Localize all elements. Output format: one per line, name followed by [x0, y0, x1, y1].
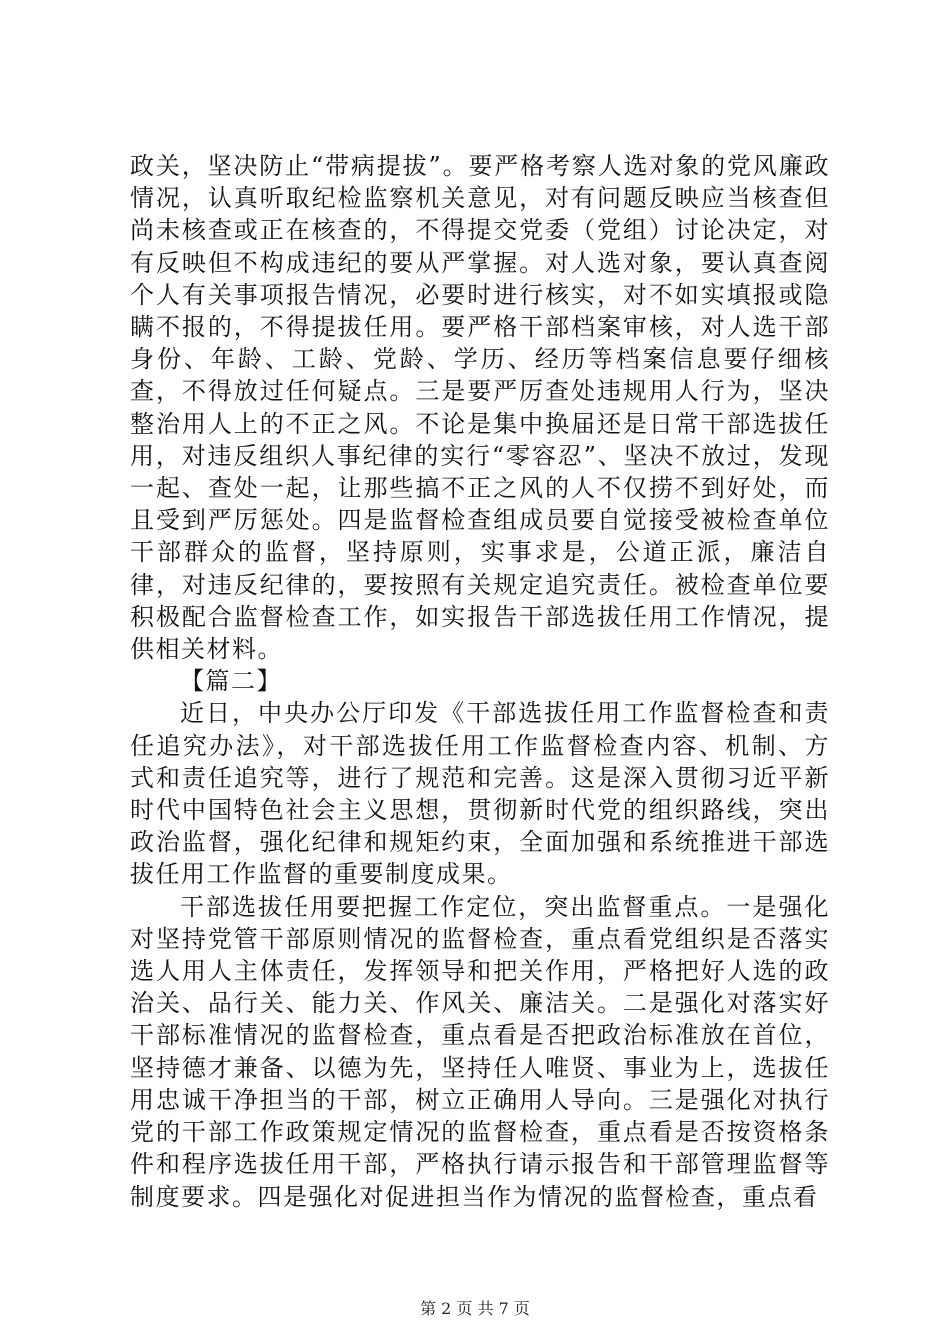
- body-paragraph-1: 政关，坚决防止“带病提拔”。要严格考察人选对象的党风廉政情况，认真听取纪检监察机关意见，对有问题反映应当核查但尚未核查或正在核查的，不得提交党委（党组）讨论决定，对有反映但不构成违纪的要从严掌握。对人选对象，要认真查阅个人有关事项报告情况，必要时进行核实，对不如实填报或隐瞒不报的，不得提拔任用。要严格干部档案审核，对人选干部身份、年龄、工龄、党龄、学历、经历等档案信息要仔细核查，不得放过任何疑点。三是要严厉查处违规用人行为，坚决整治用人上的不正之风。不论是集中换届还是日常干部选拔任用，对违反组织人事纪律的实行“零容忍”、坚决不放过，发现一起、查处一起，让那些搞不正之风的人不仅捞不到好处，而且受到严厉惩处。四是监督检查组成员要自觉接受被检查单位干部群众的监督，坚持原则，实事求是，公道正派，廉洁自律，对违反纪律的，要按照有关规定追究责任。被检查单位要积极配合监督检查工作，如实报告干部选拔任用工作情况，提供相关材料。: [130, 152, 830, 664]
- body-paragraph-3: 干部选拔任用要把握工作定位，突出监督重点。一是强化对坚持党管干部原则情况的监督检查，重点看党组织是否落实选人用人主体责任，发挥领导和把关作用，严格把好人选的政治关、品行关、能力关、作风关、廉洁关。二是强化对落实好干部标准情况的监督检查，重点看是否把政治标准放在首位，坚持德才兼备、以德为先，坚持任人唯贤、事业为上，选拔任用忠诚干净担当的干部，树立正确用人导向。三是强化对执行党的干部工作政策规定情况的监督检查，重点看是否按资格条件和程序选拔任用干部，严格执行请示报告和干部管理监督等制度要求。四是强化对促进担当作为情况的监督检查，重点看: [130, 892, 830, 1211]
- body-paragraph-2: 近日，中央办公厅印发《干部选拔任用工作监督检查和责任追究办法》，对干部选拔任用工作监督检查内容、机制、方式和责任追究等，进行了规范和完善。这是深入贯彻习近平新时代中国特色社会主义思想，贯彻新时代党的组织路线，突出政治监督，强化纪律和规矩约束，全面加强和系统推进干部选拔任用工作监督的重要制度成果。: [130, 699, 830, 889]
- page-number-footer: 第 2 页 共 7 页: [420, 1299, 530, 1318]
- section-heading: 【篇二】: [180, 667, 282, 696]
- document-body: [130, 150, 830, 1213]
